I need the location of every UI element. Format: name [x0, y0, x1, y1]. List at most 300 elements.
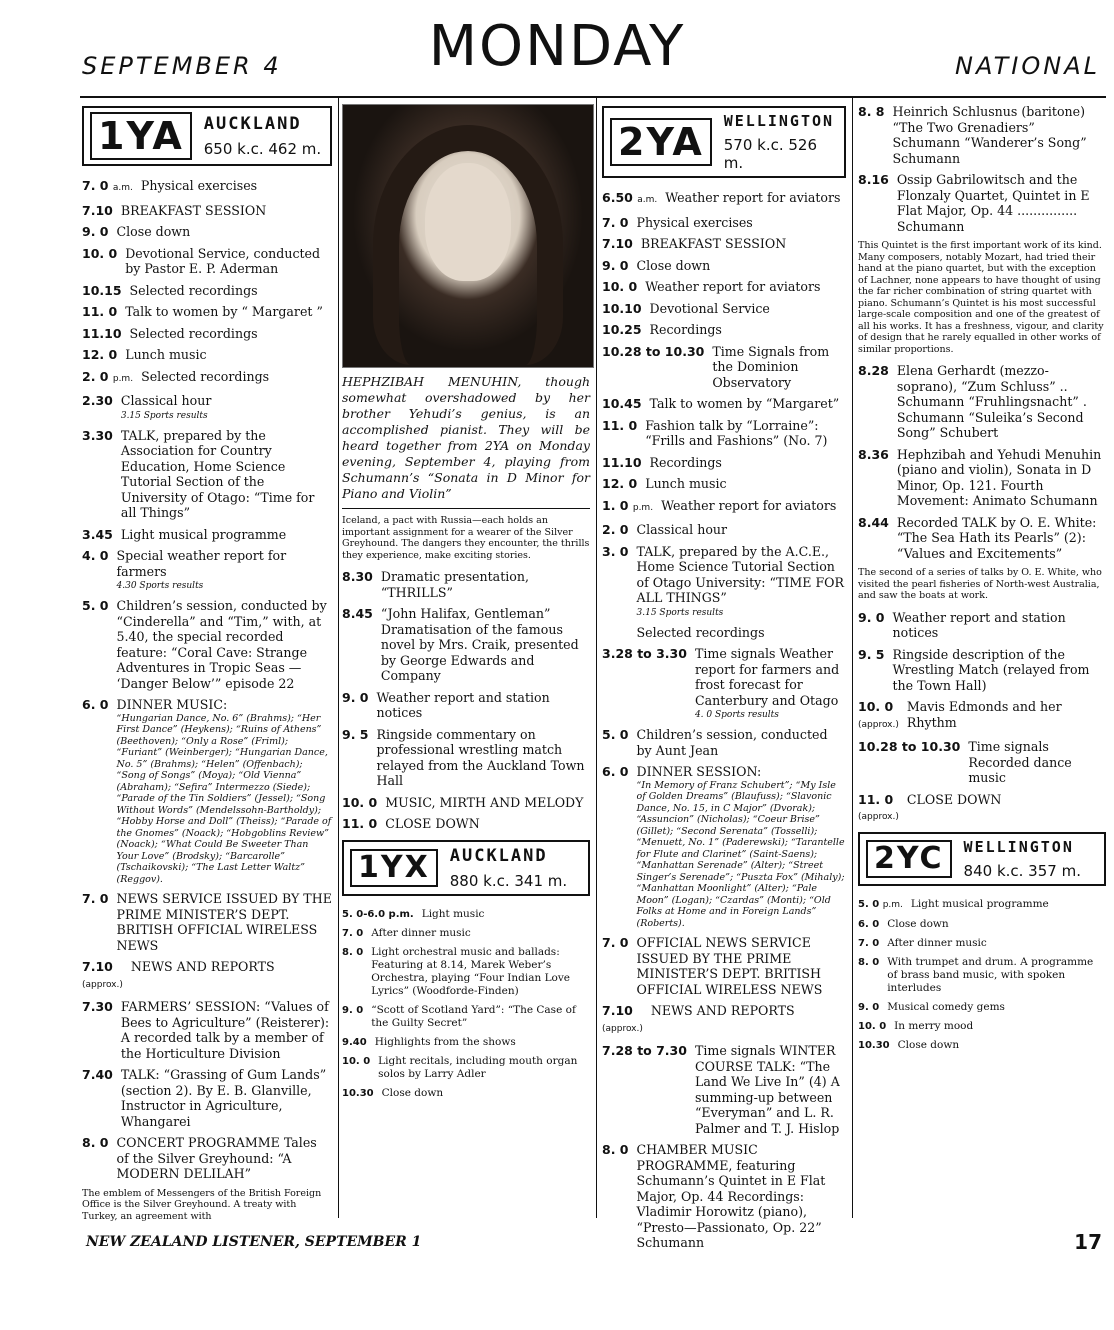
sports-note: 3.15 Sports results	[120, 410, 208, 421]
entry-title: BREAKFAST SESSION	[120, 202, 267, 218]
time-value: 10.10	[602, 300, 642, 316]
entry-title: Talk to women by “ Margaret ”	[125, 304, 323, 319]
time-value: 8.45	[342, 606, 373, 621]
programme-entry	[602, 236, 846, 252]
entry-title: “John Halifax, Gentleman” Dramatisation of the famous novel by Mrs. Craik, presented by George Edwards and Company	[380, 606, 579, 683]
entry-text	[141, 369, 332, 388]
programme-entry	[342, 908, 590, 921]
entry-time	[82, 1067, 121, 1129]
time-value: 7.40	[82, 1067, 113, 1082]
entry-title: NEWS AND REPORTS	[130, 959, 275, 974]
time-value: 7. 0	[602, 214, 629, 230]
iya-column	[82, 104, 332, 1230]
time-period: p.m.	[882, 899, 903, 910]
time-value: 9. 0	[602, 257, 629, 273]
entry-time	[858, 647, 893, 694]
time-value: 5. 0	[82, 598, 109, 613]
programme-entry	[858, 515, 1106, 562]
entry-title: Devotional Service	[649, 300, 770, 316]
entry-time	[82, 369, 141, 388]
programme-entry	[858, 699, 1106, 733]
programme-entry	[602, 455, 846, 471]
entry-time	[602, 344, 712, 391]
entry-title: Selected recordings	[129, 282, 258, 298]
station-frequency: 650 k.c. 462 m.	[203, 140, 322, 158]
entry-title: Elena Gerhardt (mezzo-soprano), “Zum Schluss” .. Schumann “Fruhlingsnacht” . Schumann “Suleika’s Second Song” Schubert	[896, 363, 1087, 440]
station-frequency: 840 k.c. 357 m.	[963, 861, 1081, 880]
programme-entry	[82, 428, 332, 521]
entry-title: Time signals WINTER COURSE TALK: “The Land We Live In” (4) A summing-up between “Everyman” and L. R. Palmer and T. J. Hislop	[694, 1043, 840, 1136]
entry-text	[377, 727, 591, 789]
time-value: 10. 0	[342, 1055, 371, 1067]
entry-time	[82, 1135, 117, 1182]
entry-text	[645, 418, 846, 449]
entry-title: Light music	[421, 907, 485, 920]
programme-entry	[82, 369, 332, 388]
entry-time	[342, 816, 385, 832]
entry-time	[602, 301, 650, 317]
entry-title: CHAMBER MUSIC PROGRAMME, featuring Schumann’s Quintet in E Flat Major, Op. 44 Recordings: Vladimir Horowitz (piano), “Presto—Passionato, Op. 22” Schumann	[636, 1142, 826, 1250]
entry-title: Close down	[381, 1086, 444, 1099]
programme-entry	[858, 104, 1106, 166]
entry-time	[602, 190, 665, 209]
time-period: a.m.	[637, 195, 658, 205]
programme-entry	[82, 697, 332, 885]
entry-time	[82, 891, 117, 953]
entry-text	[130, 326, 332, 342]
entry-title: Lunch music	[125, 347, 207, 362]
programme-list	[858, 898, 1106, 1052]
time-value: 11. 0	[342, 816, 378, 831]
programme-entry	[602, 476, 846, 492]
entry-text	[125, 347, 332, 363]
entry-text	[637, 258, 847, 274]
entry-time	[82, 393, 121, 422]
time-value: 10.28 to 10.30	[602, 343, 705, 359]
entry-title: Classical hour	[120, 393, 212, 408]
entry-title: Lunch music	[645, 476, 727, 491]
programme-list	[342, 908, 590, 1100]
approx-note: (approx.)	[858, 719, 899, 730]
entry-text	[695, 1043, 846, 1136]
2ya-column	[602, 104, 846, 1257]
time-value: 9.40	[342, 1036, 367, 1048]
entry-title: With trumpet and drum. A programme of brass band music, with spoken interludes	[887, 955, 1094, 994]
entry-time	[82, 548, 117, 592]
time-value: 10.30	[342, 1087, 374, 1099]
time-value: 4. 0	[82, 548, 109, 563]
column-divider	[852, 98, 853, 1218]
time-value: 1. 0	[602, 497, 629, 513]
programme-list	[82, 178, 332, 1222]
time-value: 7.10	[602, 236, 633, 251]
entry-time	[602, 498, 661, 517]
entry-text	[650, 322, 846, 338]
time-value: 11. 0	[82, 304, 118, 319]
entry-title: Talk to women by “Margaret”	[649, 396, 840, 411]
footer-publication: NEW ZEALAND LISTENER, SEPTEMBER 1	[86, 1234, 422, 1250]
entry-time	[602, 1003, 651, 1037]
entry-title: Mavis Edmonds and her Rhythm	[906, 699, 1062, 730]
entry-text	[381, 606, 590, 684]
programme-entry	[858, 610, 1106, 641]
entry-text	[897, 363, 1106, 441]
entry-time	[82, 999, 121, 1061]
entry-title: Weather report and station notices	[376, 689, 550, 720]
entry-time	[858, 104, 893, 166]
entry-title: Time signals Weather report for farmers and frost forecast for Canterbury and Otago	[694, 646, 840, 708]
programme-entry	[82, 393, 332, 422]
entry-time	[858, 918, 887, 931]
entry-text	[665, 190, 846, 209]
time-value: 8.16	[858, 172, 889, 187]
entry-text	[117, 697, 333, 885]
entry-extra: Selected recordings	[636, 624, 765, 640]
entry-time	[82, 428, 121, 521]
programme-entry	[602, 322, 846, 338]
entry-title: Musical comedy gems	[887, 1000, 1005, 1013]
entry-text	[887, 1001, 1106, 1014]
time-value: 10.45	[602, 396, 642, 411]
programme-entry	[858, 172, 1106, 234]
entry-text	[637, 935, 847, 997]
time-value: 6.50	[602, 190, 633, 205]
entry-text	[117, 224, 333, 240]
programme-entry	[858, 647, 1106, 694]
programme-entry	[82, 527, 332, 543]
entry-time	[82, 598, 117, 691]
entry-time	[602, 258, 637, 274]
entry-title: Recordings	[649, 454, 722, 470]
programme-entry	[342, 569, 590, 600]
entry-text	[907, 699, 1106, 733]
entry-time	[858, 363, 897, 441]
entry-time	[858, 610, 893, 641]
entry-time	[602, 455, 650, 471]
entry-title: CONCERT PROGRAMME Tales of the Silver Greyhound: “A MODERN DELILAH”	[116, 1135, 317, 1181]
time-value: 7.30	[82, 999, 113, 1014]
programme-note: The second of a series of talks by O. E. White, who visited the pearl fisheries of North-west Australia, and saw the boats at work.	[858, 567, 1102, 601]
entry-time	[82, 203, 121, 219]
programme-entry	[82, 203, 332, 219]
time-value: 8. 0	[858, 956, 880, 968]
entry-text	[893, 647, 1107, 694]
entry-text	[117, 548, 333, 592]
entry-text	[131, 959, 332, 993]
entry-text	[141, 178, 332, 197]
time-value: 9. 0	[342, 689, 369, 705]
entry-time	[602, 544, 637, 641]
entry-time	[602, 476, 645, 492]
entry-time	[82, 224, 117, 240]
page-day-title: MONDAY	[428, 14, 686, 79]
entry-title: Children’s session, conducted by “Cinderella” and “Tim,” with, at 5.40, the special recorded feature: “Coral Cave: Strange Adventures in Tropic Seas — ‘Danger Below’” episode 22	[116, 598, 327, 691]
time-value: 9. 5	[858, 646, 885, 662]
entry-title: After dinner music	[371, 926, 471, 939]
station-logo: 2YA	[610, 118, 712, 166]
entry-text	[125, 304, 332, 320]
programme-entry	[858, 739, 1106, 786]
entry-title: Devotional Service, conducted by Pastor E. P. Aderman	[125, 245, 321, 276]
entry-text	[968, 739, 1106, 786]
entry-text	[893, 610, 1107, 641]
time-value: 10.30	[858, 1039, 890, 1051]
station-box-1ya	[82, 106, 332, 166]
time-period: a.m.	[112, 183, 133, 193]
programme-entry	[342, 1087, 590, 1100]
programme-entry	[82, 598, 332, 691]
entry-text	[125, 246, 332, 277]
entry-time	[602, 935, 637, 997]
entry-time	[858, 898, 911, 912]
time-value: 8.28	[858, 363, 889, 378]
time-value: 11. 0	[602, 417, 638, 433]
entry-text	[371, 927, 590, 940]
programme-entry	[602, 215, 846, 231]
programme-entry	[602, 764, 846, 929]
entry-time	[342, 727, 377, 789]
entry-title: Physical exercises	[636, 214, 753, 230]
entry-time	[82, 304, 125, 320]
middle-column	[342, 104, 590, 1106]
programme-entry	[342, 946, 590, 998]
station-box-2ya	[602, 106, 846, 178]
programme-entry	[82, 224, 332, 240]
time-value: 7. 0	[82, 891, 109, 906]
entry-time	[82, 178, 141, 197]
entry-title: Close down	[897, 1038, 960, 1051]
time-value: 10. 0	[858, 699, 894, 714]
entry-time	[342, 1004, 371, 1030]
programme-entry	[602, 396, 846, 412]
programme-entry	[602, 498, 846, 517]
time-period: p.m.	[112, 373, 134, 384]
entry-title: Selected recordings	[141, 368, 270, 384]
entry-text	[381, 569, 590, 600]
page-date: SEPTEMBER 4	[82, 52, 282, 80]
programme-list	[342, 569, 590, 832]
entry-title: Ringside description of the Wrestling Match (relayed from the Town Hall)	[892, 646, 1090, 693]
entry-time	[342, 946, 371, 998]
time-value: 6. 0	[858, 918, 880, 930]
entry-time	[82, 246, 125, 277]
time-value: 9. 5	[342, 726, 369, 742]
entry-time	[858, 172, 897, 234]
sports-note: 4. 0 Sports results	[694, 710, 779, 720]
entry-text	[887, 937, 1106, 950]
programme-entry	[342, 690, 590, 721]
programme-entry	[858, 898, 1106, 912]
programme-entry	[602, 258, 846, 274]
programme-entry	[342, 795, 590, 811]
programme-entry	[602, 1003, 846, 1037]
entry-title: MUSIC, MIRTH AND MELODY	[385, 794, 584, 810]
time-value: 5. 0	[602, 727, 629, 742]
time-value: 2. 0	[602, 522, 629, 537]
entry-text	[377, 690, 591, 721]
entry-time	[602, 727, 637, 758]
time-value: 8.44	[858, 514, 889, 530]
entry-title: Light recitals, including mouth organ solos by Larry Adler	[378, 1054, 578, 1080]
right-column	[858, 104, 1106, 1058]
entry-title: DINNER MUSIC:	[116, 697, 228, 712]
programme-entry	[602, 935, 846, 997]
entry-text	[382, 1087, 590, 1100]
entry-text	[893, 104, 1107, 166]
time-value: 3.28 to 3.30	[602, 646, 687, 661]
programme-entry	[858, 1001, 1106, 1014]
entry-time	[342, 908, 422, 921]
station-name: AUCKLAND	[203, 114, 302, 134]
entry-time	[602, 396, 650, 412]
entry-time	[858, 699, 907, 733]
entry-time	[858, 1001, 887, 1014]
entry-title: Physical exercises	[140, 178, 258, 193]
programme-entry	[82, 283, 332, 299]
programme-entry	[602, 646, 846, 721]
entry-text	[897, 515, 1106, 562]
entry-time	[602, 1043, 695, 1136]
station-name: AUCKLAND	[449, 845, 548, 866]
entry-text	[378, 1055, 590, 1081]
entry-time	[82, 347, 125, 363]
sports-note: 3.15 Sports results	[636, 607, 724, 618]
entry-title: Selected recordings	[129, 325, 258, 341]
entry-title: Classical hour	[636, 522, 728, 537]
time-value: 11. 0	[858, 791, 894, 807]
entry-text	[897, 172, 1106, 234]
station-frequency: 570 k.c. 526 m.	[723, 136, 818, 172]
entry-time	[342, 795, 385, 811]
entry-title: Close down	[636, 257, 711, 273]
time-value: 8. 8	[858, 104, 885, 119]
time-value: 5. 0-6.0 p.m.	[342, 908, 414, 920]
programme-entry	[82, 347, 332, 363]
programme-entry	[602, 279, 846, 295]
programme-entry	[602, 1043, 846, 1136]
station-name: WELLINGTON	[963, 837, 1074, 856]
entry-text	[637, 544, 847, 641]
entry-text	[911, 898, 1106, 912]
entry-title: “Scott of Scotland Yard”: “The Case of the Guilty Secret”	[371, 1003, 576, 1029]
entry-title: In merry mood	[894, 1019, 974, 1032]
entry-time	[342, 1087, 382, 1100]
approx-note: (approx.)	[858, 812, 899, 822]
entry-title: Dramatic presentation, “THRILLS”	[380, 569, 529, 600]
entry-text	[637, 764, 847, 929]
menuhin-photo	[342, 104, 594, 368]
entry-text	[651, 1003, 846, 1037]
programme-entry	[82, 959, 332, 993]
programme-entry	[342, 1055, 590, 1081]
entry-title: Weather report for aviators	[665, 190, 841, 205]
story-continuation: Iceland, a pact with Russia—each holds an important assignment for a wearer of the Silver Greyhound. The dangers they encounter, the thrills they experience, make exciting stories.	[342, 515, 590, 561]
entry-text	[117, 1135, 333, 1182]
programme-entry	[602, 190, 846, 209]
time-value: 3.30	[82, 427, 113, 443]
entry-time	[602, 522, 637, 538]
entry-time	[342, 1055, 378, 1081]
entry-title: Heinrich Schlusnus (baritone) “The Two Grenadiers” Schumann “Wanderer’s Song” Schumann	[892, 104, 1087, 166]
time-value: 8. 0	[82, 1135, 109, 1150]
programme-entry	[858, 447, 1106, 509]
entry-text	[695, 646, 846, 721]
entry-title: NEWS SERVICE ISSUED BY THE PRIME MINISTER’S DEPT. BRITISH OFFICIAL WIRELESS NEWS	[116, 891, 332, 953]
programme-entry	[342, 816, 590, 832]
entry-title: Hephzibah and Yehudi Menuhin (piano and violin), Sonata in D Minor, Op. 121. Fourth Movement: Animato Schumann	[896, 446, 1102, 508]
time-value: 9. 0	[858, 609, 885, 625]
programme-entry	[602, 727, 846, 758]
entry-text	[130, 283, 332, 299]
time-value: 11.10	[602, 454, 642, 470]
entry-text	[650, 396, 846, 412]
entry-time	[858, 956, 887, 995]
entry-title: CLOSE DOWN	[385, 816, 480, 831]
station-box-1yx	[342, 840, 590, 896]
entry-time	[602, 418, 645, 449]
entry-text	[650, 455, 846, 471]
entry-title: Ringside commentary on professional wrestling match relayed from the Auckland Town Hall	[376, 726, 585, 788]
programme-entry	[858, 918, 1106, 931]
entry-time	[342, 927, 371, 940]
programme-entry	[858, 1020, 1106, 1033]
entry-title: Recorded TALK by O. E. White: “The Sea Hath its Pearls” (2): “Values and Excitements”	[896, 514, 1097, 561]
entry-title: Fashion talk by “Lorraine”: “Frills and Fashions” (No. 7)	[645, 417, 828, 448]
programme-entry	[82, 1067, 332, 1129]
time-value: 5. 0	[858, 898, 880, 910]
entry-time	[602, 1142, 637, 1251]
time-value: 9. 0	[858, 1001, 880, 1013]
programme-entry	[342, 1036, 590, 1049]
entry-text	[637, 727, 847, 758]
programme-entry	[82, 891, 332, 953]
entry-title: Children’s session, conducted by Aunt Jean	[636, 727, 828, 758]
photo-caption: HEPHZIBAH MENUHIN, though somewhat overshadowed by her brother Yehudi’s genius, is an accomplished pianist. They will be heard together from 2YA on Monday evening, September 4, playing from Schumann’s “Sonata in D Minor for Piano and Violin”	[342, 374, 590, 501]
entry-title: DINNER SESSION:	[636, 764, 762, 779]
programme-entry	[82, 1135, 332, 1182]
entry-time	[342, 569, 381, 600]
entry-time	[602, 215, 637, 231]
entry-time	[858, 515, 897, 562]
entry-text	[121, 428, 332, 521]
time-value: 12. 0	[82, 347, 118, 362]
programme-entry	[82, 326, 332, 342]
entry-title: Time signals Recorded dance music	[968, 739, 1072, 785]
time-value: 10.15	[82, 282, 122, 298]
time-value: 10. 0	[858, 1020, 887, 1032]
entry-text	[637, 1142, 847, 1251]
entry-text	[117, 891, 333, 953]
programme-entry	[858, 363, 1106, 441]
entry-time	[858, 739, 968, 786]
time-value: 10. 0	[342, 794, 378, 810]
entry-text	[385, 816, 590, 832]
entry-text	[422, 908, 590, 921]
entry-title: NEWS AND REPORTS	[650, 1003, 795, 1018]
entry-title: Special weather report for farmers	[116, 548, 287, 579]
entry-time	[858, 792, 907, 826]
time-value: 9. 0	[342, 1004, 364, 1016]
entry-text	[375, 1036, 590, 1049]
entry-text	[121, 203, 332, 219]
time-value: 10. 0	[82, 245, 118, 261]
entry-text	[371, 946, 590, 998]
entry-text	[650, 301, 846, 317]
station-box-2yc	[858, 832, 1106, 886]
approx-note: (approx.)	[82, 979, 123, 990]
programme-entry	[602, 344, 846, 391]
entry-title: After dinner music	[887, 936, 987, 949]
